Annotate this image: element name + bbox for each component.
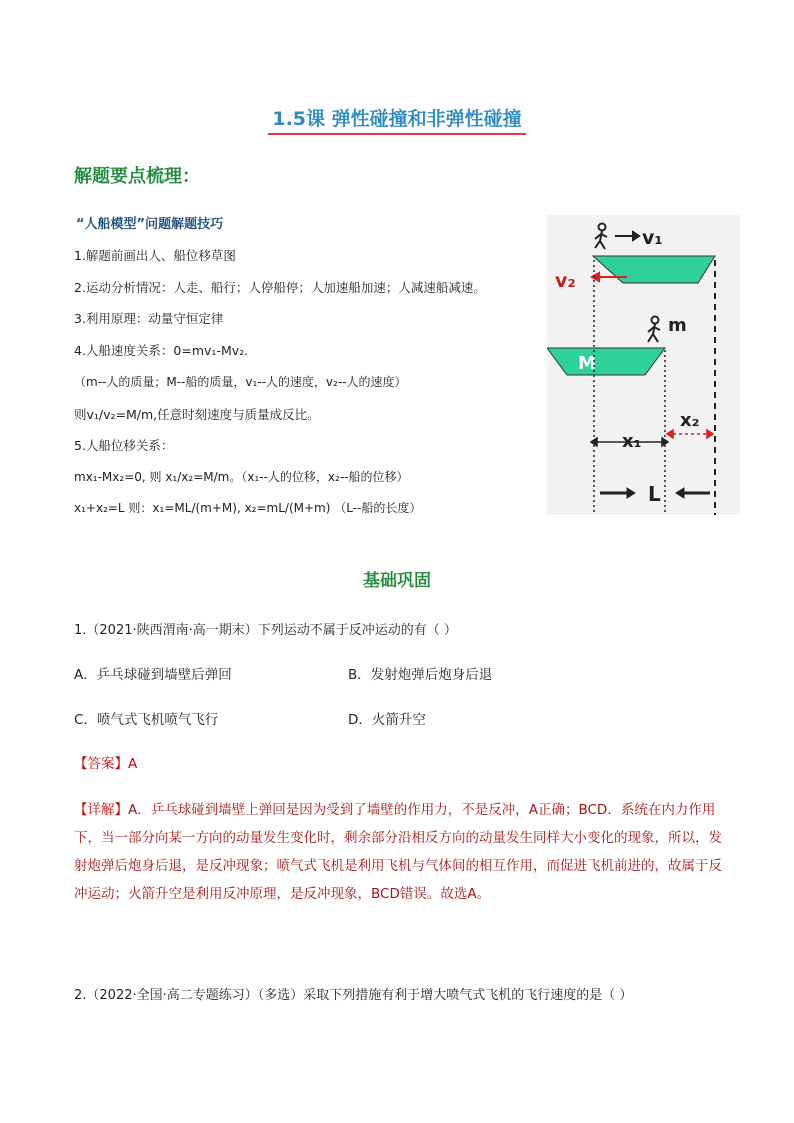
tip-line: （m--人的质量；M--船的质量，v₁--人的速度，v₂--人的速度） xyxy=(74,375,407,389)
v1-label: v₁ xyxy=(642,227,663,249)
question-1-stem: 1.（2021·陕西渭南·高一期末）下列运动不属于反冲运动的有（ ） xyxy=(74,623,457,638)
section-heading-basics: 基础巩固 xyxy=(363,571,431,591)
v2-label: v₂ xyxy=(555,270,576,292)
answer-label: 【答案】 xyxy=(74,756,128,772)
tip-line: 5.人船位移关系： xyxy=(74,438,174,453)
tip-line: 3.利用原理：动量守恒定律 xyxy=(74,311,224,326)
detail-text: A．乒乓球碰到墙壁上弹回是因为受到了墙壁的作用力，不是反冲，A正确；BCD．系统在内力作用下，当一部分向某一方向的动量发生变化时，剩余部分沿相反方向的动量发生同样大小变化的现象，所以，发射炮弹后炮身后退，是反冲现象；喷气式飞机是利用飞机与气体间的相互作用，而促进飞机前进的，故属于反冲运动；火箭升空是利用反冲原理，是反冲现象，BCD错误。故选A。 xyxy=(74,802,722,902)
page-title xyxy=(0,104,794,135)
x1-label: x₁ xyxy=(622,431,642,452)
tip-line: 则v₁/v₂=M/m,任意时刻速度与质量成反比。 xyxy=(74,407,320,422)
question-1-answer xyxy=(74,752,137,772)
tip-line: 4.人船速度关系：0=mv₁-Mv₂. xyxy=(74,343,249,358)
detail-label: 【详解】 xyxy=(74,802,128,818)
tip-line: x₁+x₂=L 则：x₁=ML/(m+M), x₂=mL/(M+m) （L--船的长度） xyxy=(74,501,422,515)
section-heading-tips: 解题要点梳理： xyxy=(74,166,200,187)
question-1-option-b: B．发射炮弹后炮身后退 xyxy=(348,667,493,683)
boat-mass-label: M xyxy=(578,353,596,374)
question-2-stem: 2.（2022·全国·高二专题练习）（多选）采取下列措施有利于增大喷气式飞机的飞行速度的是（ ） xyxy=(74,988,633,1003)
L-label: L xyxy=(648,482,661,506)
question-1-option-c: C．喷气式飞机喷气飞行 xyxy=(74,712,219,728)
question-1-explanation xyxy=(74,796,724,908)
x2-label: x₂ xyxy=(680,410,700,431)
tip-line: 2.运动分析情况：人走、船行；人停船停；人加速船加速；人减速船减速。 xyxy=(74,280,486,295)
subsection-heading: “人船模型”问题解题技巧 xyxy=(76,217,224,232)
tip-line: mx₁-Mx₂=0, 则 x₁/x₂=M/m。（x₁--人的位移，x₂--船的位移） xyxy=(74,470,409,484)
question-1-option-d: D．火箭升空 xyxy=(348,712,426,728)
person-boat-diagram xyxy=(547,215,740,515)
page-title-text: 1.5课 弹性碰撞和非弹性碰撞 xyxy=(268,104,525,135)
answer-value: A xyxy=(128,756,138,772)
person-mass-label: m xyxy=(668,315,687,336)
boat-bottom xyxy=(547,348,665,375)
tip-line: 1.解题前画出人、船位移草图 xyxy=(74,248,236,263)
question-1-option-a: A．乒乓球碰到墙壁后弹回 xyxy=(74,667,232,683)
